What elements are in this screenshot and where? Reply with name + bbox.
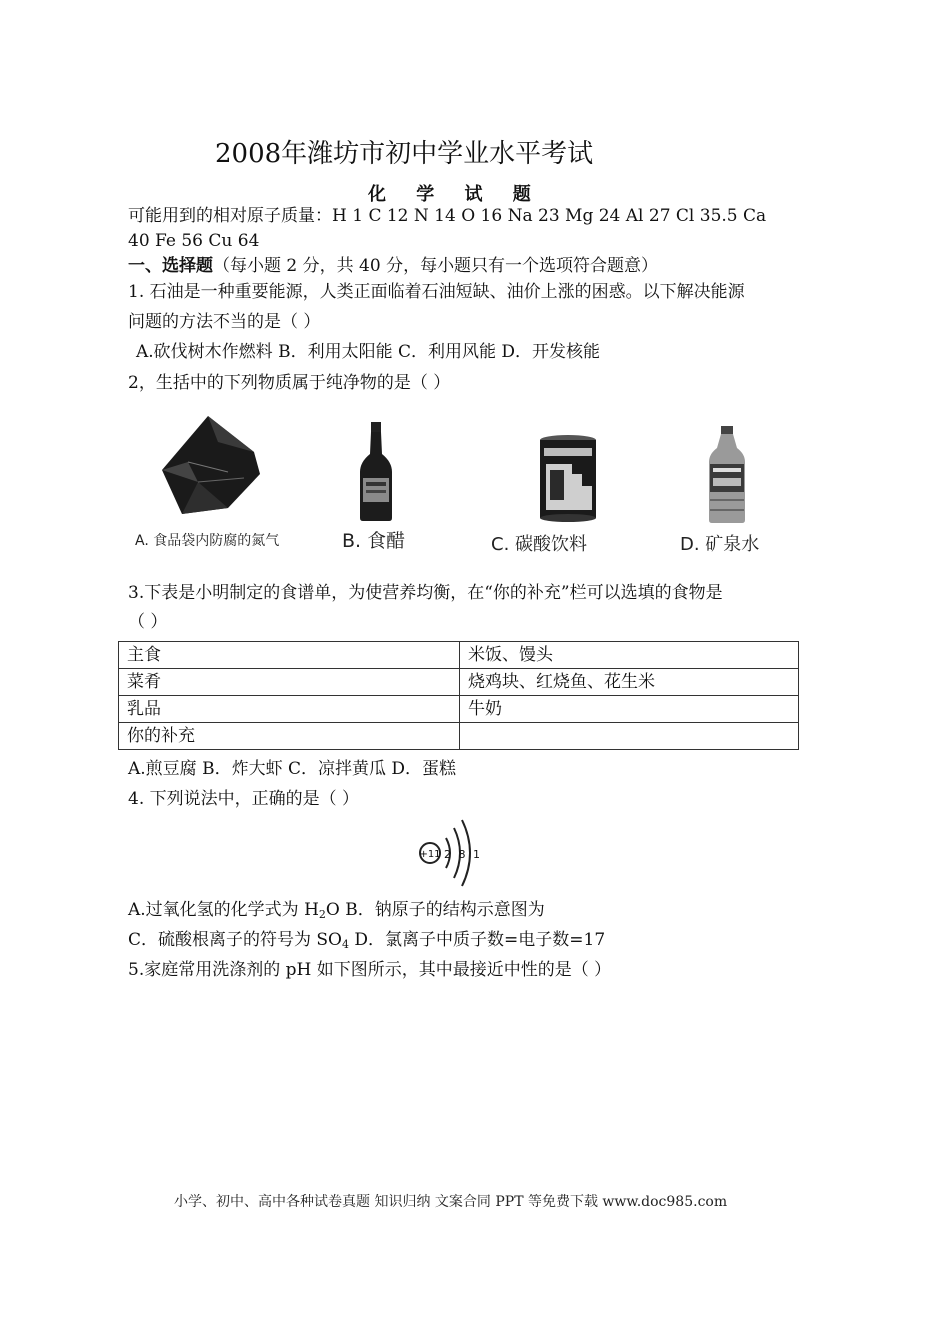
table-cell: 主食 [119,642,460,669]
section-heading [128,254,658,278]
q1-stem-line1: 1. 石油是一种重要能源，人类正面临着石油短缺、油价上涨的困惑。以下解决能源 [128,282,745,302]
table-cell [460,723,799,750]
q2-caption-d: D. 矿泉水 [680,534,760,555]
q4-option-cd [128,928,605,957]
table-cell: 你的补充 [119,723,460,750]
table-row [119,669,799,696]
table-cell: 乳品 [119,696,460,723]
q2-caption-c: C. 碳酸饮料 [491,534,588,555]
mineral-water-bottle-image [707,424,747,524]
q4-option-b-text: O B．钠原子的结构示意图为 [325,900,545,920]
electron-shells-label: 2 8 1 [444,848,482,861]
q4-option-a-text: A.过氧化氢的化学式为 H [128,900,319,920]
sodium-atom-diagram [416,816,482,890]
q4-option-a-subscript: 2 [318,908,326,921]
table-cell: 菜肴 [119,669,460,696]
table-row [119,723,799,750]
section-title: 一、选择题 [128,256,213,276]
food-bag-image [158,412,266,522]
page-footer: 小学、初中、高中各种试卷真题 知识归纳 文案合同 PPT 等免费下载 www.doc985.com [174,1194,728,1210]
q1-stem-line2: 问题的方法不当的是（ ） [128,312,321,332]
table-cell: 烧鸡块、红烧鱼、花生米 [460,669,799,696]
soda-can-image [536,434,600,522]
q2-caption-a: A. 食品袋内防腐的氮气 [135,533,280,549]
q4-stem: 4. 下列说法中，正确的是（ ） [128,789,360,809]
q4-option-ab [128,898,545,927]
q3-options: A.煎豆腐 B．炸大虾 C．凉拌黄瓜 D．蛋糕 [128,759,457,779]
q3-stem-line1: 3.下表是小明制定的食谱单，为使营养均衡，在“你的补充”栏可以选填的食物是 [128,583,723,603]
exam-subtitle: 化 学 试 题 [368,184,543,205]
q4-option-c-text: C．硫酸根离子的符号为 SO [128,930,342,950]
atomic-masses-line2: 40 Fe 56 Cu 64 [128,231,260,251]
vinegar-bottle-image [358,420,394,522]
q1-options: A.砍伐树木作燃料 B．利用太阳能 C．利用风能 D．开发核能 [136,342,601,362]
table-cell: 牛奶 [460,696,799,723]
exam-title: 2008年潍坊市初中学业水平考试 [215,139,594,169]
section-note: （每小题 2 分，共 40 分，每小题只有一个选项符合题意） [213,256,659,276]
nucleus-charge-label: +11 [419,849,441,860]
q2-caption-b: B. 食醋 [342,530,406,552]
q2-stem: 2，生括中的下列物质属于纯净物的是（ ） [128,373,451,393]
atomic-masses-line1: 可能用到的相对原子质量：H 1 C 12 N 14 O 16 Na 23 Mg 24 Al 27 Cl 35.5 Ca [128,206,767,226]
q4-option-d-text: D．氯离子中质子数=电子数=17 [349,930,606,950]
q5-stem: 5.家庭常用洗涤剂的 pH 如下图所示，其中最接近中性的是（ ） [128,960,612,980]
menu-table [118,641,799,750]
q4-option-c-subscript: 4 [342,938,349,951]
table-row [119,642,799,669]
table-cell: 米饭、馒头 [460,642,799,669]
q3-stem-line2: （ ） [128,612,168,632]
table-row [119,696,799,723]
